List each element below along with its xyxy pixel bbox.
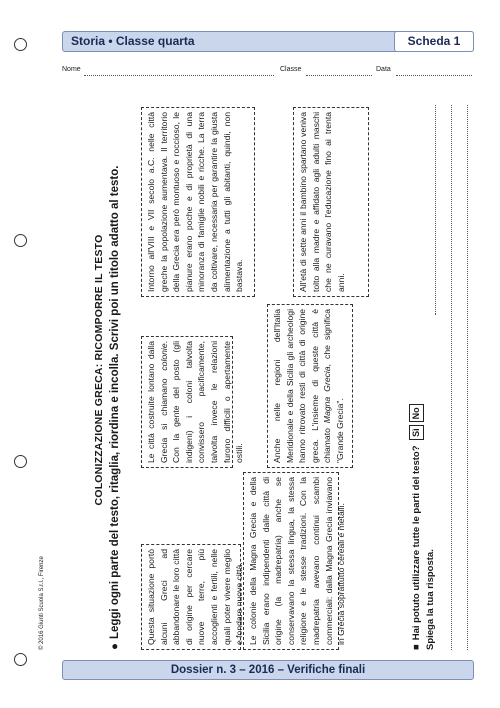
- answer-line[interactable]: [435, 105, 436, 315]
- exercise-instruction: [109, 90, 121, 650]
- explain-text: Spiega la tua risposta.: [425, 549, 436, 650]
- binder-hole: [14, 653, 27, 666]
- text-fragment[interactable]: All'età di sette anni il bambino spartano veniva tolto alla madre e affidato agli adulti maschi che ne curavano l'educazione fino ai trenta anni.: [293, 107, 369, 297]
- header-bar: [62, 31, 474, 52]
- class-field[interactable]: [306, 75, 372, 76]
- footer-bar: Dossier n. 3 – 2016 – Verifiche finali: [62, 660, 474, 680]
- copyright: © 2016 Giunti Scuola S.r.l., Firenze: [39, 556, 45, 650]
- student-info-row: [62, 66, 472, 78]
- text-fragment[interactable]: Anche nelle regioni dell'Italia Meridionale e della Sicilia gli archeologi hanno ritrovato resti di città di origine greca. L'insieme di queste città è chiamato Magna Grecia, che significa "Grande Grecia".: [267, 304, 353, 468]
- instruction-text: Leggi ogni parte del testo, ritaglia, riordina e incolla. Scrivi poi un titolo adatto al testo.: [109, 165, 121, 640]
- sheet-label: Scheda 1: [394, 31, 474, 52]
- text-fragment[interactable]: Questa situazione portò alcuni Greci ad abbandonare le loro città di origine per cercare nuove terre, più accoglienti e fertili, nelle quali poter vivere meglio e fondare nuove città.: [141, 544, 241, 650]
- answer-line[interactable]: [451, 105, 452, 650]
- answer-line[interactable]: [467, 105, 468, 650]
- text-fragment[interactable]: Le colonie della Magna Grecia e della Sicilia erano indipendenti dalle città di origine (la madrepatria) anche se conservavano la stessa lingua, la stessa religione e le stesse tradizioni. Con la madrepatria avevano continui scambi commerciali: dalla Magna Grecia inviavano in Grecia soprattutto cereali e metalli.: [243, 472, 339, 650]
- date-label: Data: [376, 66, 391, 73]
- date-field[interactable]: [396, 75, 472, 76]
- binder-hole: [14, 38, 27, 51]
- exercise-area: [71, 90, 471, 650]
- text-fragment[interactable]: Intorno all'VIII e VII secolo a.C. nelle città greche la popolazione aumentava. Il territorio della Grecia era però montuoso e roccioso, le pianure erano poche e di proprietà di una minoranza di famiglie nobili e ricche. La terra da coltivare, necessaria per garantire la giusta alimentazione a tutti gli abitanti, quindi, non bastava.: [141, 107, 255, 297]
- exercise-title: COLONIZZAZIONE GRECA: RICOMPORRE IL TESTO: [93, 234, 105, 506]
- binder-hole: [14, 234, 27, 247]
- yes-option[interactable]: Sì: [409, 425, 424, 440]
- bullet-icon: ●: [109, 643, 121, 650]
- question-text: Hai potuto utilizzare tutte le parti del testo?: [411, 445, 422, 641]
- text-fragment[interactable]: Le città costruite lontano dalla Grecia si chiamano colonie. Con la gente del posto (gli indigeni) i coloni talvolta convissero pacificamente, talvolta invece le relazioni furono difficili o apertamente ostili.: [141, 336, 233, 468]
- binder-hole: [14, 455, 27, 468]
- class-label: Classe: [280, 66, 302, 73]
- bullet-icon: ■: [411, 644, 422, 650]
- question: [409, 320, 437, 650]
- no-option[interactable]: No: [409, 404, 424, 422]
- name-field[interactable]: [84, 75, 274, 76]
- name-label: Nome: [62, 66, 81, 73]
- header-title: Storia • Classe quarta: [71, 34, 195, 48]
